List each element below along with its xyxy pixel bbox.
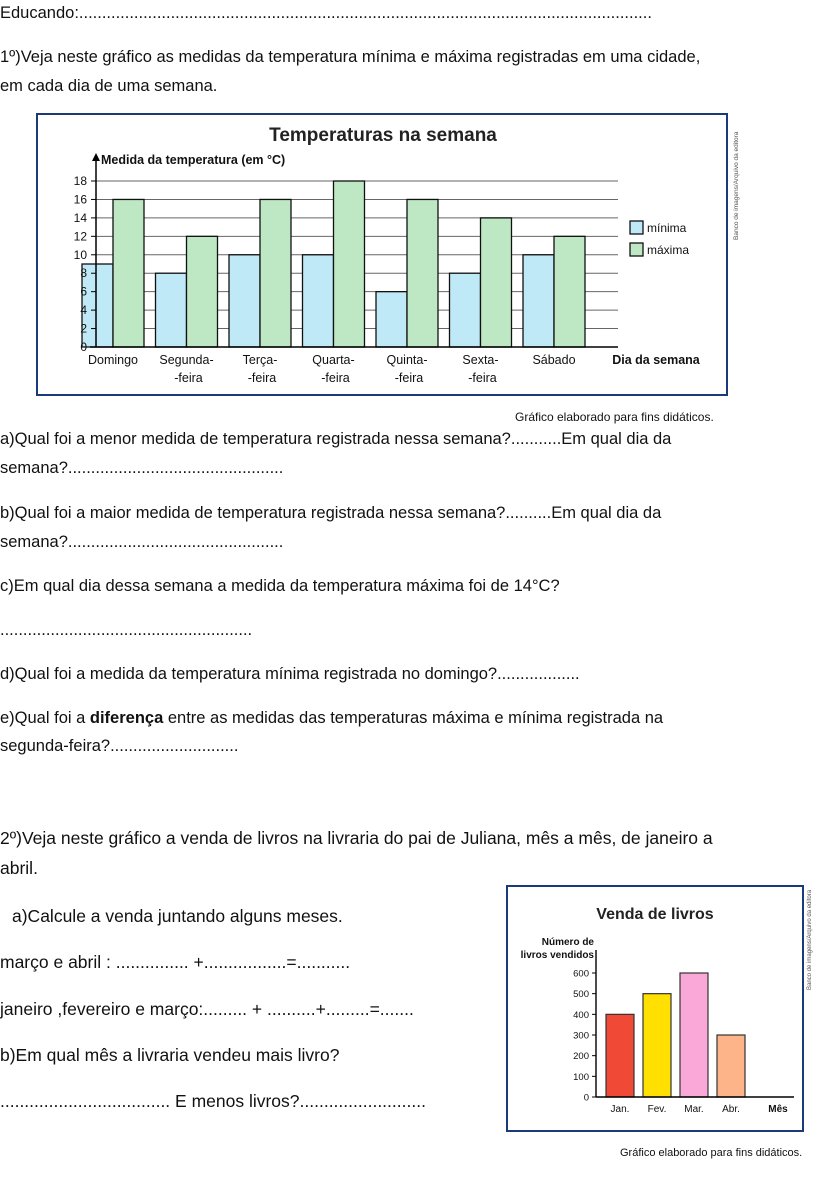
- chart2-xlabel: Mês: [768, 1104, 788, 1115]
- book-sales-chart: [506, 885, 804, 1132]
- book-sales-chart-svg: [508, 887, 802, 1130]
- chart1-ytick-label: 0: [80, 340, 87, 354]
- chart1-ytick-label: 2: [80, 321, 87, 336]
- chart2-bar: [717, 1035, 745, 1097]
- chart1-legend-swatch: [630, 243, 643, 256]
- chart1-ytick-label: 12: [73, 229, 87, 244]
- chart1-ytick-label: 6: [80, 284, 87, 299]
- q2-intro-line1: 2º)Veja neste gráfico a venda de livros na livraria do pai de Juliana, mês a mês, de janeiro a: [0, 828, 713, 848]
- chart1-bar-min: [450, 273, 481, 347]
- chart2-ytick-label: 500: [573, 989, 589, 1001]
- q1-d-line1: d)Qual foi a medida da temperatura mínima registrada no domingo?..................: [0, 665, 580, 683]
- chart1-category-label: -feira: [321, 371, 350, 385]
- chart1-bar-max: [334, 181, 365, 347]
- chart1-category-label: -feira: [468, 371, 497, 385]
- q1-intro-line1: 1º)Veja neste gráfico as medidas da temperatura mínima e máxima registradas em uma cidade,: [0, 48, 701, 66]
- q2-a-title: a)Calcule a venda juntando alguns meses.: [12, 906, 343, 926]
- chart2-category-label: Jan.: [610, 1104, 630, 1115]
- q1-c-answer-line[interactable]: .......................................................: [0, 621, 253, 639]
- q1-e-line2: segunda-feira?............................: [0, 737, 239, 755]
- chart1-bar-min: [156, 273, 187, 347]
- chart1-bar-min: [376, 292, 407, 347]
- chart1-category-label: Domingo: [87, 353, 139, 367]
- chart2-category-label: Mar.: [684, 1104, 704, 1115]
- chart1-category-label: -feira: [174, 371, 203, 385]
- temperature-chart-svg: [38, 115, 726, 394]
- chart2-ytick-label: 600: [573, 968, 589, 980]
- chart1-legend-label: máxima: [647, 243, 690, 257]
- chart1-bar-max: [554, 236, 585, 347]
- chart1-bar-max: [187, 236, 218, 347]
- chart1-legend: [630, 221, 689, 257]
- chart1-bar-min: [229, 255, 260, 347]
- q2-intro-line2: abril.: [0, 858, 38, 878]
- chart1-category-label: Terça-: [242, 353, 278, 367]
- chart2-side-note: Banco de imagens/Arquivo da editora: [807, 889, 813, 990]
- chart1-category-label: Sexta-: [462, 353, 499, 367]
- chart1-category-label: -feira: [394, 371, 424, 385]
- chart2-credit: Gráfico elaborado para fins didáticos.: [620, 1147, 803, 1159]
- chart1-bar-max: [260, 199, 291, 347]
- chart1-ytick-label: 18: [73, 174, 87, 188]
- chart1-bar-max: [113, 199, 144, 347]
- chart1-bar-max: [481, 218, 512, 347]
- chart2-bar: [606, 1014, 634, 1097]
- chart1-ytick-label: 14: [73, 210, 87, 225]
- chart1-ytick-label: 8: [80, 266, 87, 281]
- chart2-ytick-label: 200: [573, 1051, 589, 1063]
- q1-intro-line2: em cada dia de uma semana.: [0, 77, 218, 95]
- chart1-legend-swatch: [630, 221, 643, 234]
- chart1-category-label: -feira: [247, 371, 277, 385]
- q2-b-line: ................................... E menos livros?..........................: [0, 1091, 426, 1111]
- q1-c-line1: c)Em qual dia dessa semana a medida da temperatura máxima foi de 14°C?: [0, 577, 560, 595]
- q1-b-line1: b)Qual foi a maior medida de temperatura registrada nessa semana?..........Em qual dia da: [0, 504, 662, 522]
- q1-a-line1: a)Qual foi a menor medida de temperatura registrada nessa semana?...........Em qual dia da: [0, 430, 672, 448]
- chart2-ylabel-line2: livros vendidos: [520, 950, 594, 961]
- student-name-line: [0, 2, 652, 24]
- chart2-bar: [680, 973, 708, 1097]
- chart2-ytick-label: 300: [573, 1030, 589, 1042]
- q1-e-bold: diferença: [89, 709, 164, 727]
- chart1-ytick-label: 10: [73, 247, 87, 262]
- q2-a-line2: janeiro ,fevereiro e março:......... + ..........+.........=.......: [0, 999, 414, 1019]
- chart2-title: Venda de livros: [596, 906, 714, 923]
- chart1-bar-max: [407, 199, 438, 347]
- q1-b-line2: semana?...............................................: [0, 533, 284, 551]
- student-label: Educando:: [0, 4, 79, 22]
- chart2-bar: [643, 994, 671, 1097]
- chart2-ytick-label: 100: [573, 1071, 589, 1083]
- q1-e-suffix: entre as medidas das temperaturas máxima e mínima registrada na: [163, 709, 664, 727]
- chart2-ylabel-line1: Número de: [541, 937, 594, 948]
- q2-b-title: b)Em qual mês a livraria vendeu mais livro?: [0, 1045, 340, 1065]
- q1-a-line2: semana?...............................................: [0, 459, 284, 477]
- chart1-category-label: Sábado: [532, 353, 576, 367]
- q1-e-line1: [0, 707, 663, 729]
- chart2-ytick-label: 0: [583, 1092, 589, 1104]
- chart1-side-note: Banco de imagens/Arquivo da editora: [733, 131, 740, 240]
- chart1-ylabel-group: [92, 153, 285, 167]
- chart1-ytick-label: 16: [73, 192, 87, 207]
- q2-a-line1: março e abril : ............... +.................=...........: [0, 952, 351, 972]
- chart1-ylabel: Medida da temperatura (em °C): [101, 153, 286, 167]
- chart2-ytick-label: 400: [573, 1009, 589, 1021]
- chart2-category-label: Abr.: [722, 1104, 740, 1115]
- chart1-category-label: Quinta-: [386, 353, 428, 367]
- chart1-legend-label: mínima: [647, 221, 687, 235]
- q1-e-prefix: e)Qual foi a: [0, 709, 90, 727]
- chart1-category-label: Quarta-: [312, 353, 355, 367]
- chart1-bar-min: [523, 255, 554, 347]
- chart2-category-label: Fev.: [647, 1104, 667, 1115]
- chart1-xlabel: Dia da semana: [612, 353, 700, 367]
- temperature-chart: [36, 113, 728, 396]
- chart1-credit: Gráfico elaborado para fins didáticos.: [515, 410, 714, 424]
- student-blank[interactable]: .............................................................................................................................: [78, 4, 652, 22]
- chart1-category-label: Segunda-: [159, 353, 214, 367]
- chart1-ytick-label: 4: [80, 303, 87, 318]
- chart1-title: Temperaturas na semana: [269, 125, 497, 146]
- chart1-bar-min: [303, 255, 334, 347]
